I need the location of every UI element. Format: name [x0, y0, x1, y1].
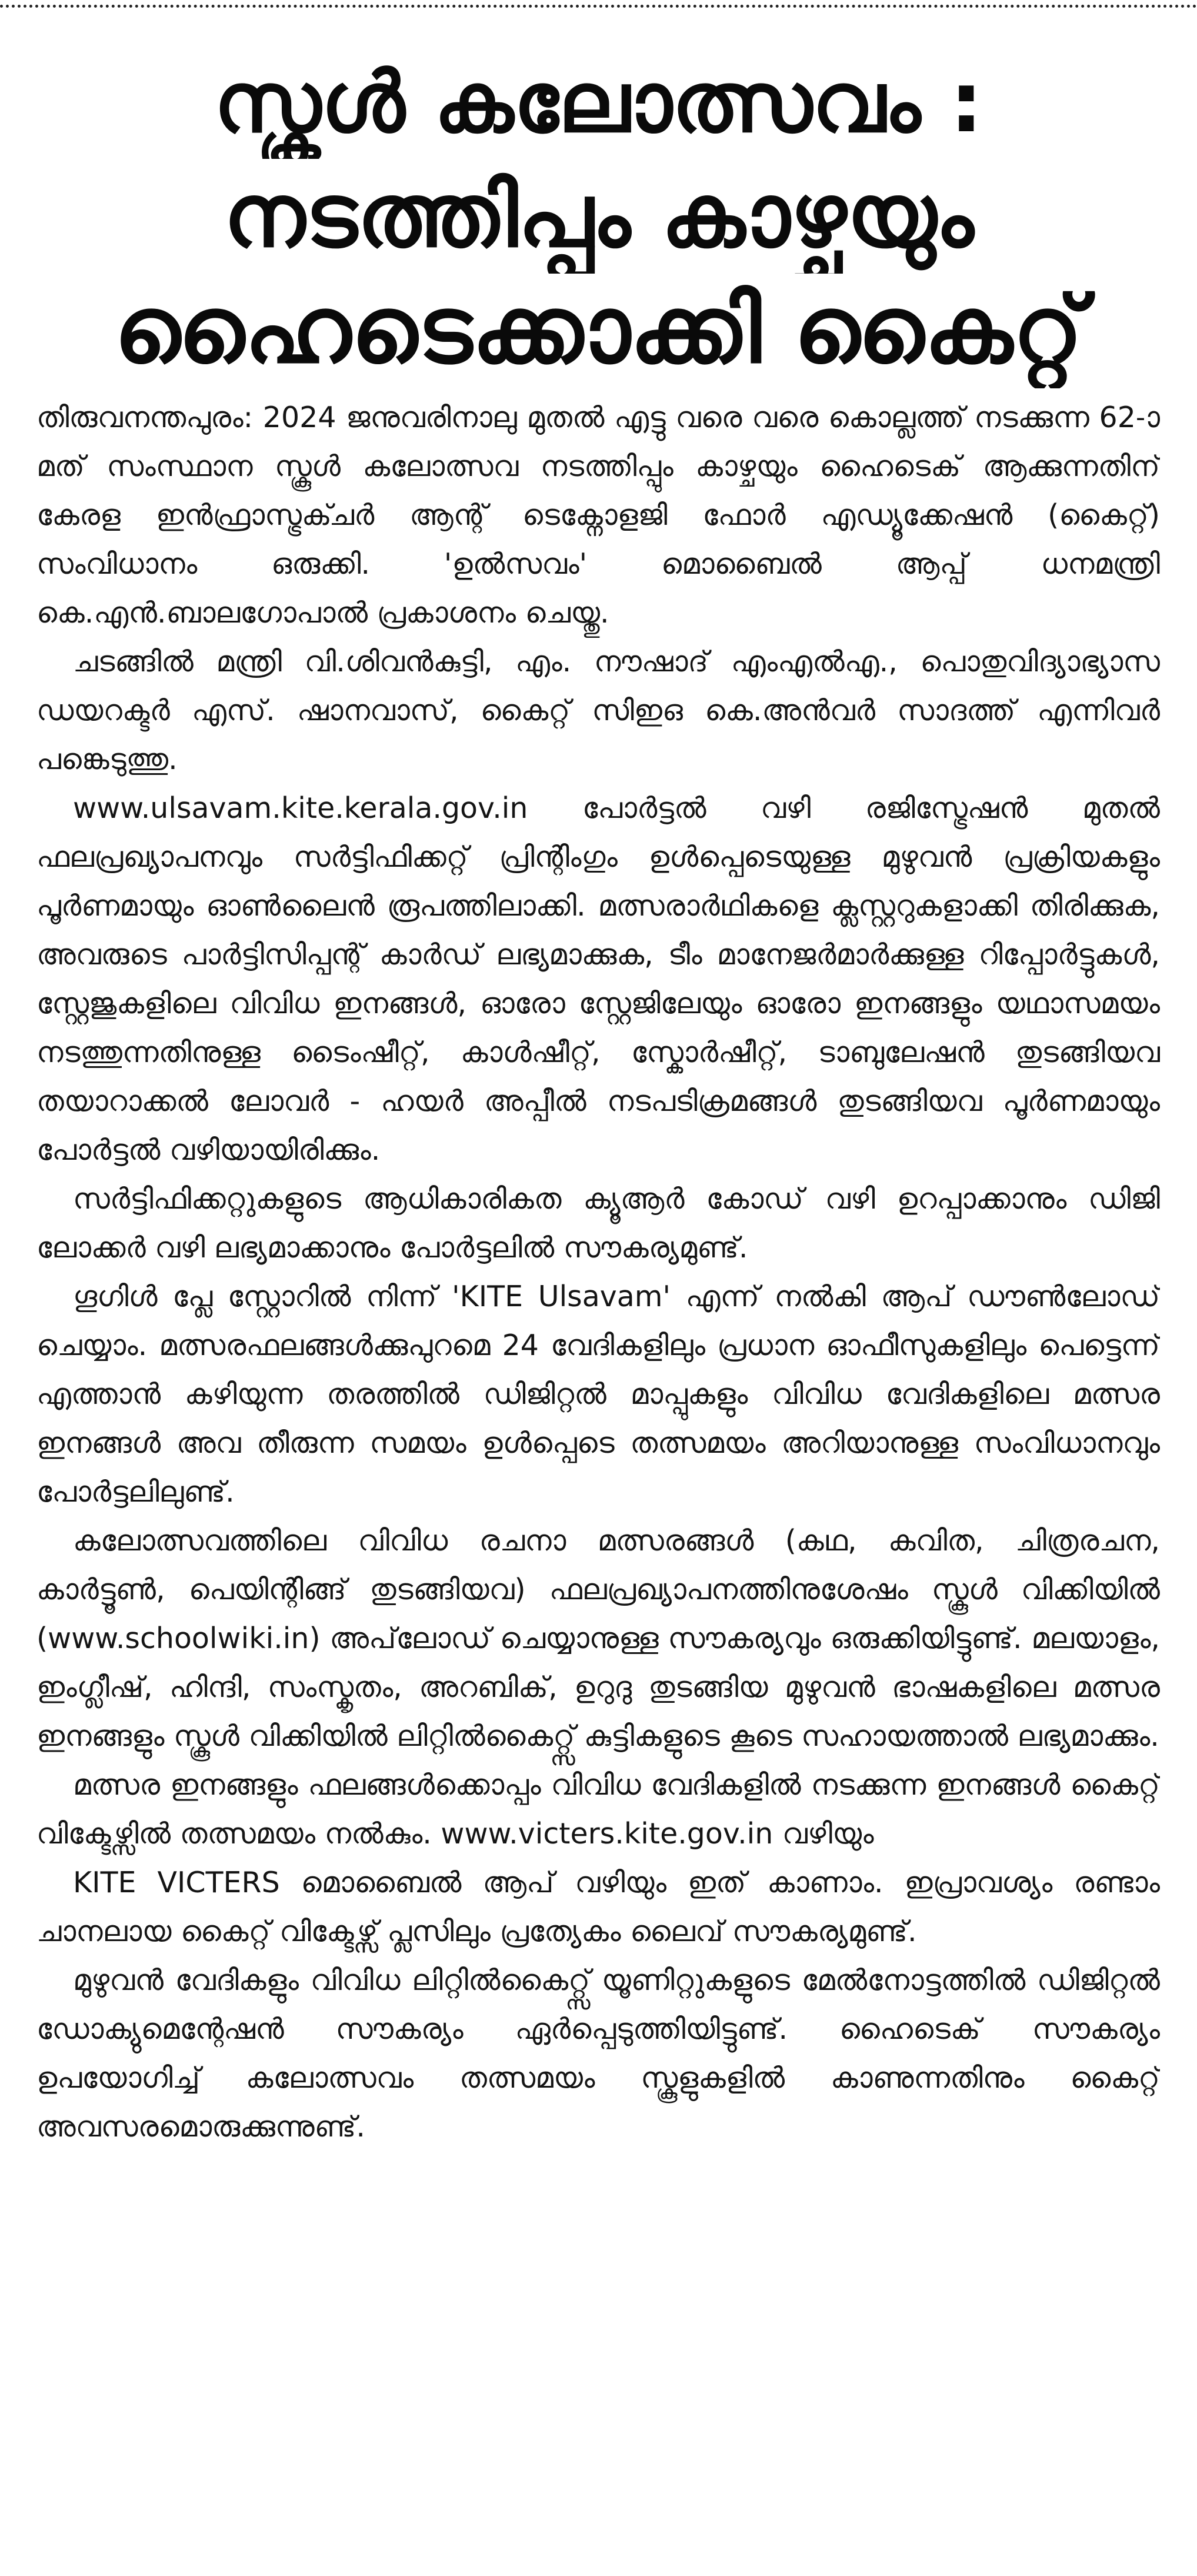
article-paragraph-2: ചടങ്ങിൽ മന്ത്രി വി.ശിവൻകുട്ടി, എം. നൗഷാദ് എംഎൽഎ., പൊതുവിദ്യാഭ്യാസ ഡയറക്ടർ എസ്. ഷാനവാസ്, കൈറ്റ് സിഇഒ കെ.അൻവർ സാദത്ത് എന്നിവർ പങ്കെടുത്തു.	[36, 645, 1160, 776]
headline-line-1: സ്കൂൾ കലോത്സവം :	[214, 54, 983, 151]
headline-line-2: നടത്തിപ്പും കാഴ്ചയും	[223, 165, 974, 267]
headline-line-3: ഹൈടെക്കാക്കി കൈറ്റ്	[114, 276, 1083, 384]
article-body	[36, 393, 1160, 2564]
article-paragraph-8: KITE VICTERS മൊബൈൽ ആപ് വഴിയും ഇത് കാണാം. ഇപ്രാവശ്യം രണ്ടാം ചാനലായ കൈറ്റ് വിക്ടേഴ്സ് പ്ലസിലും പ്രത്യേകം ലൈവ് സൗകര്യമുണ്ട്.	[36, 1866, 1160, 1948]
article-paragraph-6: കലോത്സവത്തിലെ വിവിധ രചനാ മത്സരങ്ങൾ (കഥ, കവിത, ചിത്രരചന, കാർട്ടൂൺ, പെയിന്റിങ്ങ് തുടങ്ങിയവ) ഫലപ്രഖ്യാപനത്തിനുശേഷം സ്കൂൾ വിക്കിയിൽ (www.schoolwiki.in) അപ്‌ലോഡ് ചെയ്യാനുള്ള സൗകര്യവും ഒരുക്കിയിട്ടുണ്ട്. മലയാളം, ഇംഗ്ലീഷ്, ഹിന്ദി, സംസ്കൃതം, അറബിക്, ഉറുദു തുടങ്ങിയ മുഴുവൻ ഭാഷകളിലെ മത്സര ഇനങ്ങളും സ്കൂൾ വിക്കിയിൽ ലിറ്റിൽകൈറ്റ്സ് കുട്ടികളുടെ കൂടെ സഹായത്താൽ ലഭ്യമാക്കും.	[36, 1524, 1160, 1753]
article-paragraph-3: www.ulsavam.kite.kerala.gov.in പോർട്ടൽ വഴി രജിസ്ട്രേഷൻ മുതൽ ഫലപ്രഖ്യാപനവും സർട്ടിഫിക്കറ്റ് പ്രിന്റിംഗും ഉൾപ്പെടെയുള്ള മുഴുവൻ പ്രക്രിയകളും പൂർണമായും ഓൺലൈൻ രൂപത്തിലാക്കി. മത്സരാർഥികളെ ക്ലസ്റ്ററുകളാക്കി തിരിക്കുക, അവരുടെ പാർട്ടിസിപ്പന്റ് കാർഡ് ലഭ്യമാക്കുക, ടീം മാനേജർമാർക്കുള്ള റിപ്പോർട്ടുകൾ, സ്റ്റേജുകളിലെ വിവിധ ഇനങ്ങൾ, ഓരോ സ്റ്റേജിലേയും ഓരോ ഇനങ്ങളും യഥാസമയം നടത്തുന്നതിനുള്ള ടൈംഷീറ്റ്, കാൾഷീറ്റ്, സ്കോർഷീറ്റ്, ടാബുലേഷൻ തുടങ്ങിയവ തയാറാക്കൽ ലോവർ - ഹയർ അപ്പീൽ നടപടിക്രമങ്ങൾ തുടങ്ങിയവ പൂർണമായും പോർട്ടൽ വഴിയായിരിക്കും.	[36, 791, 1160, 1167]
article-paragraph-9: മുഴുവൻ വേദികളും വിവിധ ലിറ്റിൽകൈറ്റ്സ് യൂണിറ്റുകളുടെ മേൽനോട്ടത്തിൽ ഡിജിറ്റൽ ഡോക്യുമെന്റേഷൻ സൗകര്യം ഏർപ്പെടുത്തിയിട്ടുണ്ട്. ഹൈടെക് സൗകര്യം ഉപയോഗിച്ച് കലോത്സവം തത്സമയം സ്കൂളുകളിൽ കാണുന്നതിനും കൈറ്റ് അവസരമൊരുക്കുന്നുണ്ട്.	[36, 1963, 1160, 2144]
top-dotted-rule	[0, 5, 1197, 8]
article-paragraph-7: മത്സര ഇനങ്ങളും ഫലങ്ങൾക്കൊപ്പം വിവിധ വേദികളിൽ നടക്കുന്ന ഇനങ്ങൾ കൈറ്റ് വിക്ടേഴ്സിൽ തത്സമയം നൽകും. www.victers.kite.gov.in വഴിയും	[36, 1768, 1160, 1851]
article-paragraph-4: സർട്ടിഫിക്കറ്റുകളുടെ ആധികാരികത ക്യൂആർ കോഡ് വഴി ഉറപ്പാക്കാനും ഡിജി ലോക്കർ വഴി ലഭ്യമാക്കാനും പോർട്ടലിൽ സൗകര്യമുണ്ട്.	[36, 1182, 1160, 1264]
article-paragraph-1: തിരുവനന്തപുരം: 2024 ജനുവരിനാലു മുതൽ എട്ടു വരെ വരെ കൊല്ലത്ത് നടക്കുന്ന 62-ാമത് സംസ്ഥാന സ്കൂൾ കലോത്സവ നടത്തിപ്പും കാഴ്ചയും ഹൈടെക് ആക്കുന്നതിന് കേരള ഇൻഫ്രാസ്ട്രക്ചർ ആന്റ് ടെക്നോളജി ഫോർ എഡ്യൂക്കേഷൻ (കൈറ്റ്) സംവിധാനം ഒരുക്കി. 'ഉൽസവം' മൊബൈൽ ആപ്പ് ധനമന്ത്രി കെ.എൻ.ബാലഗോപാൽ പ്രകാശനം ചെയ്തു.	[36, 401, 1160, 630]
article-paragraph-5: ഗൂഗിൾ പ്ലേ സ്റ്റോറിൽ നിന്ന് 'KITE Ulsavam' എന്ന് നൽകി ആപ് ഡൗൺലോഡ് ചെയ്യാം. മത്സരഫലങ്ങൾക്കുപുറമെ 24 വേദികളിലും പ്രധാന ഓഫീസുകളിലും പെട്ടെന്ന് എത്താൻ കഴിയുന്ന തരത്തിൽ ഡിജിറ്റൽ മാപ്പുകളും വിവിധ വേദികളിലെ മത്സര ഇനങ്ങൾ അവ തീരുന്ന സമയം ഉൾപ്പെടെ തത്സമയം അറിയാനുള്ള സംവിധാനവും പോർട്ടലിലുണ്ട്.	[36, 1280, 1160, 1509]
